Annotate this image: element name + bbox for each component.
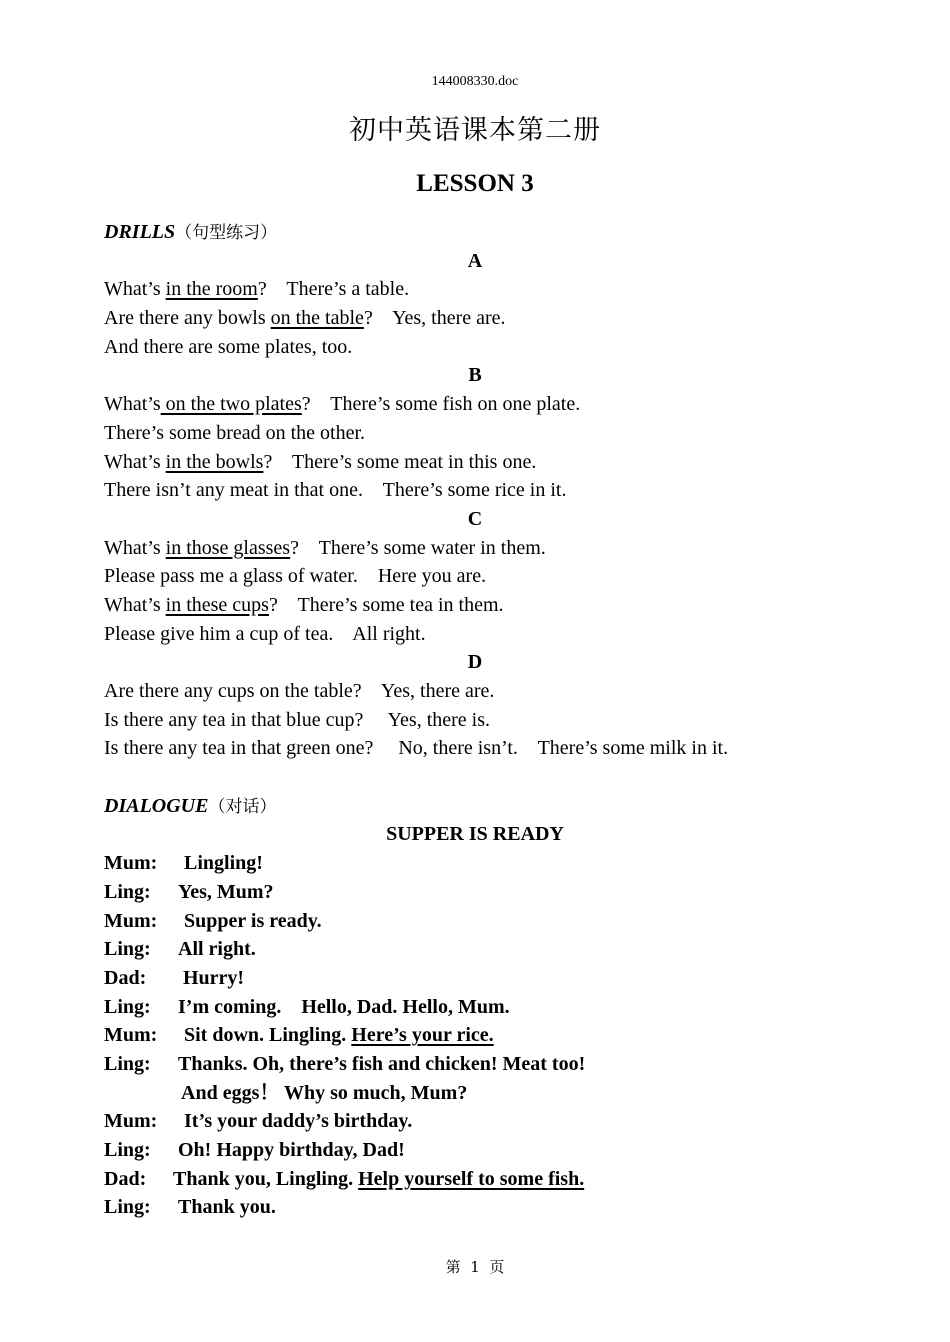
drill-label-c: C: [467, 507, 483, 530]
page-number: 1: [470, 1258, 480, 1276]
speaker: Ling:: [104, 880, 151, 903]
speaker: Mum:: [104, 1110, 158, 1133]
lesson-title: LESSON 3: [416, 170, 534, 197]
drill-line: [104, 534, 864, 563]
dialogue-line: [104, 993, 864, 1022]
text: ? There’s some fish on one plate.: [301, 393, 581, 416]
utterance: All right.: [178, 938, 256, 961]
utterance: It’s your daddy’s birthday.: [184, 1110, 413, 1133]
text: What’s: [104, 593, 166, 616]
utterance: I’m coming. Hello, Dad. Hello, Mum.: [178, 995, 510, 1018]
underlined-phrase: Help yourself to some fish.: [358, 1167, 585, 1190]
dialogue-line: [104, 935, 864, 964]
drill-line: Please pass me a glass of water. Here you are.: [104, 565, 487, 588]
text: ? There’s some meat in this one.: [263, 450, 537, 473]
drill-line: Is there any tea in that blue cup? Yes, there is.: [104, 708, 491, 731]
drill-line: [104, 304, 864, 333]
dialogue-line: [104, 1136, 864, 1165]
dialogue-line: [104, 1107, 864, 1136]
page-footer: [0, 1256, 950, 1277]
spacer: [104, 763, 864, 792]
drill-line: There isn’t any meat in that one. There’s some rice in it.: [104, 479, 567, 502]
header-filename: 144008330.doc: [431, 74, 519, 89]
utterance: Sit down. Lingling.: [184, 1024, 352, 1047]
utterance: Hurry!: [183, 966, 245, 989]
dialogue-line: [104, 849, 864, 878]
text: ? There’s some water in them.: [290, 536, 546, 559]
utterance: Thank you.: [178, 1196, 276, 1219]
dialogue-heading-en: DIALOGUE: [104, 794, 209, 817]
underlined-phrase: Here’s your rice.: [351, 1024, 494, 1047]
dialogue-line: [104, 1079, 864, 1108]
drills-heading-en: DRILLS: [104, 221, 176, 243]
dialogue-line: [104, 964, 864, 993]
dialogue-line: [104, 1050, 864, 1079]
dialogue-heading-cn: （对话）: [208, 796, 277, 817]
speaker: Mum:: [104, 1024, 158, 1047]
underlined-phrase: on the two plates: [160, 393, 302, 416]
drill-line: Please give him a cup of tea. All right.: [104, 622, 426, 645]
drills-heading-cn: （句型练习）: [175, 223, 278, 243]
drill-line: Is there any tea in that green one? No, there isn’t. There’s some milk in it.: [104, 737, 729, 760]
speaker: Ling:: [104, 938, 151, 961]
speaker: Mum:: [104, 909, 158, 932]
drill-line: [104, 591, 864, 620]
utterance: Thank you, Lingling.: [173, 1167, 359, 1190]
drill-label-a: A: [467, 249, 483, 272]
speaker: Ling:: [104, 1196, 151, 1219]
drills-heading: [104, 218, 864, 247]
utterance: Yes, Mum?: [178, 880, 274, 903]
drill-label-d: D: [467, 651, 483, 674]
underlined-phrase: in those glasses: [165, 536, 291, 559]
drill-line: [104, 448, 864, 477]
speaker: Dad:: [104, 1167, 147, 1190]
text: Are there any bowls: [104, 307, 271, 330]
utterance: Lingling!: [184, 852, 263, 875]
text: What’s: [104, 450, 166, 473]
utterance: Oh! Happy birthday, Dad!: [178, 1139, 405, 1161]
speaker: Ling:: [104, 1052, 151, 1075]
text: What’s: [104, 393, 161, 416]
text: ? Yes, there are.: [363, 307, 506, 330]
dialogue-title: SUPPER IS READY: [386, 823, 564, 846]
drill-line: [104, 275, 864, 304]
utterance: And eggs！ Why so much, Mum?: [181, 1081, 468, 1104]
text: ? There’s a table.: [257, 278, 410, 301]
utterance: Supper is ready.: [184, 909, 322, 932]
speaker: Mum:: [104, 852, 158, 875]
drill-line: Are there any cups on the table? Yes, there are.: [104, 680, 495, 702]
dialogue-line: [104, 1193, 864, 1222]
underlined-phrase: in the bowls: [165, 450, 264, 473]
drill-line: [104, 390, 864, 419]
lesson-content: [104, 218, 864, 1222]
underlined-phrase: in the room: [165, 278, 258, 301]
speaker: Ling:: [104, 1139, 151, 1161]
footer-post: 页: [489, 1258, 505, 1276]
dialogue-line: [104, 878, 864, 907]
speaker: Ling:: [104, 995, 151, 1018]
speaker: Dad:: [104, 966, 147, 989]
text: What’s: [104, 278, 166, 301]
utterance: Thanks. Oh, there’s fish and chicken! Meat too!: [178, 1052, 586, 1075]
drill-line: There’s some bread on the other.: [104, 421, 366, 444]
underlined-phrase: on the table: [270, 307, 364, 330]
underlined-phrase: in these cups: [165, 593, 269, 616]
dialogue-line: [104, 1165, 864, 1194]
drill-label-b: B: [468, 364, 482, 387]
dialogue-heading: [104, 792, 864, 821]
footer-pre: 第: [445, 1258, 461, 1276]
text: ? There’s some tea in them.: [268, 593, 504, 616]
text: What’s: [104, 536, 166, 559]
dialogue-line: [104, 1021, 864, 1050]
document-title: 初中英语课本第二册: [349, 115, 601, 146]
dialogue-line: [104, 907, 864, 936]
drill-line: And there are some plates, too.: [104, 335, 353, 358]
